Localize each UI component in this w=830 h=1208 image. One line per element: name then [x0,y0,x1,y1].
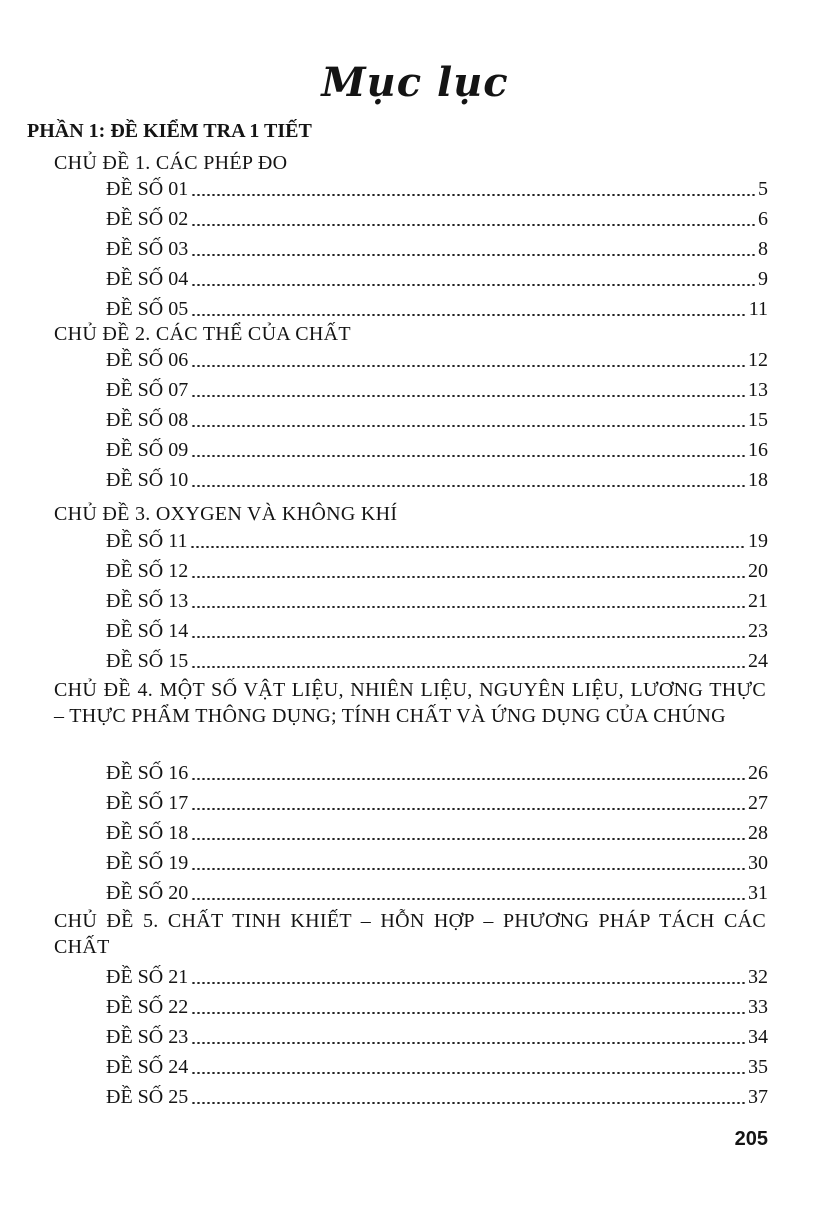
toc-entry[interactable] [106,1080,768,1110]
dot-leader [191,395,745,397]
dot-leader [191,808,745,810]
entry-label: ĐỀ SỐ 25 [106,1086,189,1108]
toc-entry[interactable] [106,876,768,906]
entry-label: ĐỀ SỐ 08 [106,409,189,431]
toc-entry[interactable] [106,524,768,554]
entry-page-number: 30 [748,852,768,874]
dot-leader [191,284,755,286]
dot-leader [191,254,755,256]
toc-entry[interactable] [106,990,768,1020]
entry-label: ĐỀ SỐ 13 [106,590,189,612]
dot-leader [191,868,745,870]
dot-leader [191,666,745,668]
dot-leader [191,455,745,457]
entry-page-number: 27 [748,792,768,814]
dot-leader [191,425,745,427]
topic-heading-5: CHỦ ĐỀ 5. CHẤT TINH KHIẾT – HỖN HỢP – PHƯƠNG PHÁP TÁCH CÁC CHẤT [54,910,766,958]
entry-page-number: 18 [748,469,768,491]
entry-label: ĐỀ SỐ 24 [106,1056,189,1078]
entry-label: ĐỀ SỐ 18 [106,822,189,844]
toc-entry[interactable] [106,584,768,614]
dot-leader [191,778,745,780]
entry-label: ĐỀ SỐ 09 [106,439,189,461]
entry-page-number: 24 [748,650,768,672]
entry-label: ĐỀ SỐ 12 [106,560,189,582]
entry-label: ĐỀ SỐ 23 [106,1026,189,1048]
entry-label: ĐỀ SỐ 01 [106,178,189,200]
entry-page-number: 8 [758,238,768,260]
page-number: 205 [734,1128,768,1150]
toc-entry[interactable] [106,343,768,373]
entry-page-number: 33 [748,996,768,1018]
entry-label: ĐỀ SỐ 10 [106,469,189,491]
toc-entry[interactable] [106,786,768,816]
topic-heading-4: CHỦ ĐỀ 4. MỘT SỐ VẬT LIỆU, NHIÊN LIỆU, NGUYÊN LIỆU, LƯƠNG THỰC – THỰC PHẨM THÔNG DỤNG; TÍNH CHẤT VÀ ỨNG DỤNG CỦA CHÚNG [54,679,766,727]
toc-entry[interactable] [106,262,768,292]
entry-page-number: 5 [758,178,768,200]
dot-leader [191,606,745,608]
entry-label: ĐỀ SỐ 17 [106,792,189,814]
toc-entry[interactable] [106,373,768,403]
entry-label: ĐỀ SỐ 19 [106,852,189,874]
entry-label: ĐỀ SỐ 06 [106,349,189,371]
entry-page-number: 32 [748,966,768,988]
entry-page-number: 34 [748,1026,768,1048]
toc-entry[interactable] [106,960,768,990]
toc-entry[interactable] [106,172,768,202]
entry-label: ĐỀ SỐ 21 [106,966,189,988]
toc-entry[interactable] [106,1050,768,1080]
entry-page-number: 16 [748,439,768,461]
entry-page-number: 11 [748,298,768,320]
toc-entry[interactable] [106,816,768,846]
topic-heading-2: CHỦ ĐỀ 2. CÁC THỂ CỦA CHẤT [54,323,351,345]
entry-label: ĐỀ SỐ 07 [106,379,189,401]
dot-leader [191,576,745,578]
toc-entry[interactable] [106,433,768,463]
entry-page-number: 21 [748,590,768,612]
dot-leader [191,898,745,900]
toc-entry[interactable] [106,846,768,876]
toc-entry[interactable] [106,644,768,674]
dot-leader [191,1102,745,1104]
entry-label: ĐỀ SỐ 14 [106,620,189,642]
topic-heading-1: CHỦ ĐỀ 1. CÁC PHÉP ĐO [54,152,288,174]
dot-leader [191,1042,745,1044]
entry-page-number: 31 [748,882,768,904]
entry-label: ĐỀ SỐ 03 [106,238,189,260]
entry-label: ĐỀ SỐ 02 [106,208,189,230]
toc-entry[interactable] [106,463,768,493]
dot-leader [191,485,745,487]
dot-leader [191,194,755,196]
entry-page-number: 19 [748,530,768,552]
entry-label: ĐỀ SỐ 20 [106,882,189,904]
entry-page-number: 35 [748,1056,768,1078]
dot-leader [191,838,745,840]
entry-label: ĐỀ SỐ 16 [106,762,189,784]
entry-label: ĐỀ SỐ 04 [106,268,189,290]
dot-leader [191,224,755,226]
toc-entry[interactable] [106,292,768,322]
part-heading: PHẦN 1: ĐỀ KIỂM TRA 1 TIẾT [27,120,312,142]
entry-page-number: 13 [748,379,768,401]
dot-leader [191,982,745,984]
entry-label: ĐỀ SỐ 22 [106,996,189,1018]
toc-entry[interactable] [106,554,768,584]
dot-leader [191,1012,745,1014]
entry-page-number: 20 [748,560,768,582]
toc-entry[interactable] [106,1020,768,1050]
entry-label: ĐỀ SỐ 11 [106,530,188,552]
entry-page-number: 23 [748,620,768,642]
entry-page-number: 26 [748,762,768,784]
topic-heading-3: CHỦ ĐỀ 3. OXYGEN VÀ KHÔNG KHÍ [54,503,398,525]
dot-leader [191,636,745,638]
entry-label: ĐỀ SỐ 05 [106,298,189,320]
entry-page-number: 6 [758,208,768,230]
dot-leader [191,1072,745,1074]
toc-entry[interactable] [106,403,768,433]
entry-page-number: 28 [748,822,768,844]
entry-page-number: 37 [748,1086,768,1108]
entry-page-number: 9 [758,268,768,290]
toc-entry[interactable] [106,202,768,232]
toc-entry[interactable] [106,232,768,262]
dot-leader [191,365,745,367]
entry-page-number: 15 [748,409,768,431]
entry-page-number: 12 [748,349,768,371]
page-title: Mục lục [321,59,509,106]
entry-label: ĐỀ SỐ 15 [106,650,189,672]
dot-leader [191,314,746,316]
toc-entry[interactable] [106,614,768,644]
dot-leader [190,546,745,548]
toc-entry[interactable] [106,756,768,786]
